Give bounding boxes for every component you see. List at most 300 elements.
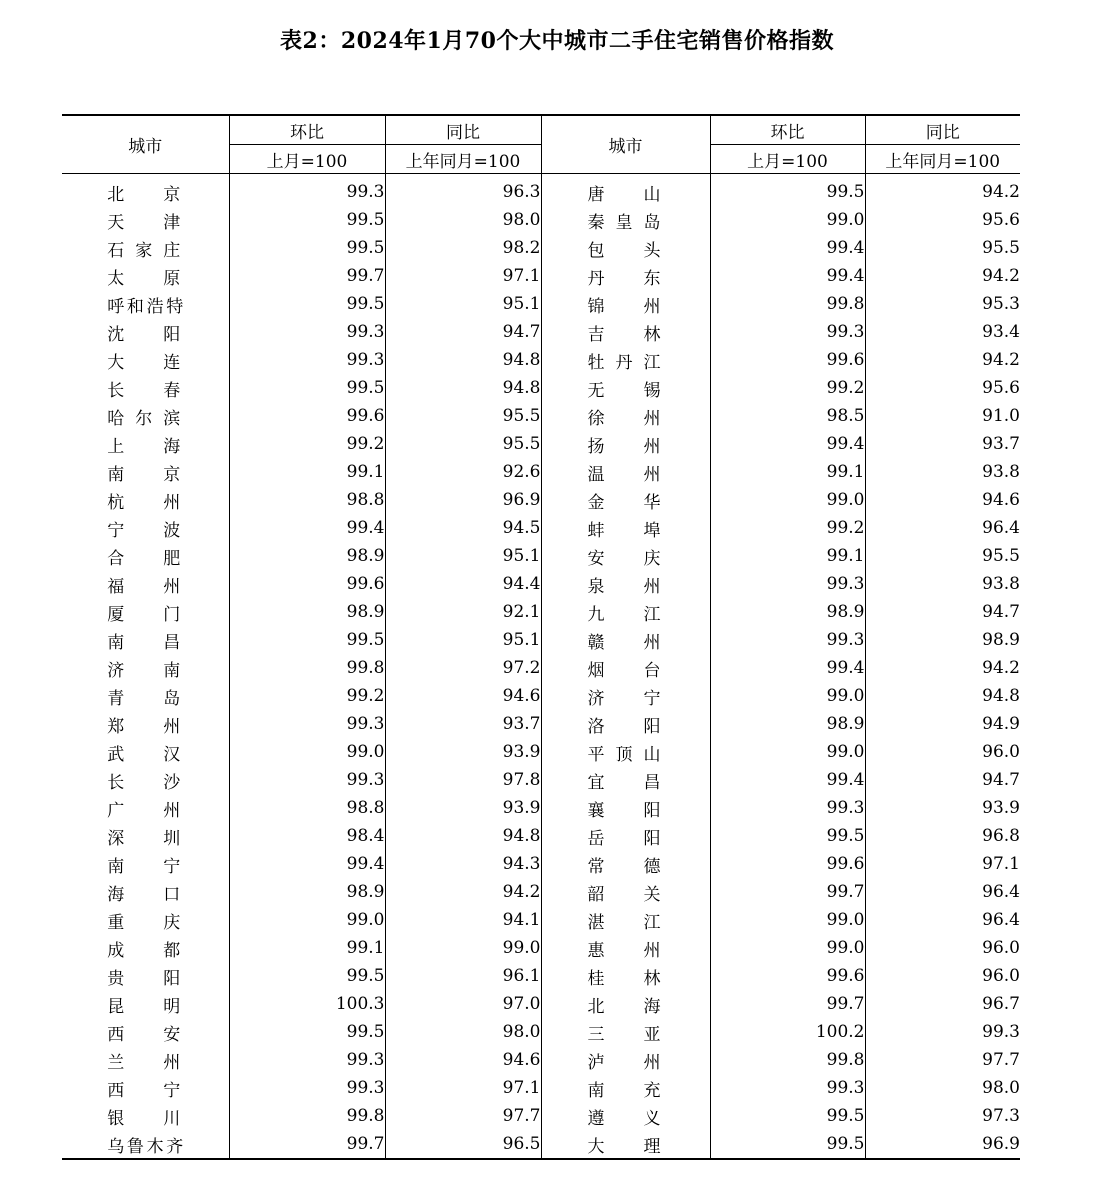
table-row (62, 934, 1020, 962)
city-name-right-cell (541, 654, 710, 682)
city-name-right-cell (541, 626, 710, 654)
city-name-right-cell (541, 738, 710, 766)
header-yoy-left: 同比 (385, 115, 541, 145)
mom-value-left: 99.7 (229, 262, 385, 290)
yoy-value-right: 99.3 (865, 1018, 1020, 1046)
yoy-value-left: 97.8 (385, 766, 541, 794)
mom-value-right: 99.4 (710, 654, 865, 682)
table-row (62, 570, 1020, 598)
city-name-left: 昆明 (107, 996, 184, 1017)
city-name-left-cell (62, 598, 229, 626)
city-name-left: 兰州 (107, 1052, 184, 1073)
city-name-right: 岳阳 (587, 828, 664, 849)
mom-value-left: 99.5 (229, 374, 385, 402)
mom-value-left: 99.4 (229, 850, 385, 878)
table-row (62, 1130, 1020, 1159)
city-name-left: 北京 (107, 184, 184, 205)
city-name-right-cell (541, 234, 710, 262)
table-row (62, 206, 1020, 234)
city-name-left: 福州 (107, 576, 184, 597)
city-name-left: 南昌 (107, 632, 184, 653)
yoy-value-left: 94.8 (385, 374, 541, 402)
yoy-value-right: 94.9 (865, 710, 1020, 738)
city-name-left-cell (62, 486, 229, 514)
city-name-right: 洛阳 (587, 716, 664, 737)
city-name-right: 安庆 (587, 548, 664, 569)
yoy-value-left: 96.9 (385, 486, 541, 514)
table-row (62, 990, 1020, 1018)
city-name-left-cell (62, 710, 229, 738)
city-name-left: 青岛 (107, 688, 184, 709)
mom-value-left: 99.3 (229, 766, 385, 794)
table-row (62, 1046, 1020, 1074)
mom-value-left: 99.0 (229, 738, 385, 766)
yoy-value-right: 94.2 (865, 346, 1020, 374)
city-name-right: 烟台 (587, 660, 664, 681)
table-row (62, 626, 1020, 654)
mom-value-right: 99.1 (710, 542, 865, 570)
yoy-value-left: 94.2 (385, 878, 541, 906)
mom-value-left: 99.2 (229, 430, 385, 458)
yoy-value-left: 94.5 (385, 514, 541, 542)
mom-value-left: 98.8 (229, 486, 385, 514)
city-name-left-cell (62, 1102, 229, 1130)
city-name-right-cell (541, 906, 710, 934)
mom-value-left: 99.5 (229, 962, 385, 990)
yoy-value-left: 95.1 (385, 290, 541, 318)
yoy-value-right: 96.8 (865, 822, 1020, 850)
city-name-left-cell (62, 542, 229, 570)
city-name-left-cell (62, 738, 229, 766)
city-name-left: 呼和浩特 (107, 296, 184, 317)
yoy-value-right: 96.4 (865, 514, 1020, 542)
city-name-left: 成都 (107, 940, 184, 961)
yoy-value-right: 98.9 (865, 626, 1020, 654)
city-name-right: 秦皇岛 (587, 212, 664, 233)
mom-value-right: 99.5 (710, 822, 865, 850)
city-name-left: 西安 (107, 1024, 184, 1045)
table-row (62, 738, 1020, 766)
city-name-right: 无锡 (587, 380, 664, 401)
city-name-right-cell (541, 346, 710, 374)
city-name-left: 乌鲁木齐 (107, 1136, 184, 1157)
city-name-right: 大理 (587, 1136, 664, 1157)
city-name-right-cell (541, 850, 710, 878)
yoy-value-right: 94.8 (865, 682, 1020, 710)
mom-value-left: 99.8 (229, 654, 385, 682)
city-name-left: 深圳 (107, 828, 184, 849)
mom-value-right: 99.5 (710, 174, 865, 207)
yoy-value-left: 97.1 (385, 262, 541, 290)
city-name-right-cell (541, 766, 710, 794)
table-row (62, 542, 1020, 570)
city-name-right-cell (541, 1130, 710, 1159)
city-name-left-cell (62, 878, 229, 906)
city-name-right: 蚌埠 (587, 520, 664, 541)
yoy-value-right: 93.9 (865, 794, 1020, 822)
table-row (62, 906, 1020, 934)
table-row (62, 402, 1020, 430)
mom-value-left: 99.3 (229, 174, 385, 207)
yoy-value-left: 95.1 (385, 626, 541, 654)
mom-value-right: 99.5 (710, 1102, 865, 1130)
mom-value-right: 99.7 (710, 990, 865, 1018)
yoy-value-right: 91.0 (865, 402, 1020, 430)
mom-value-left: 99.5 (229, 626, 385, 654)
city-name-left-cell (62, 234, 229, 262)
city-name-left: 哈尔滨 (107, 408, 184, 429)
mom-value-left: 98.9 (229, 542, 385, 570)
city-name-right: 泉州 (587, 576, 664, 597)
table-row (62, 290, 1020, 318)
yoy-value-left: 92.1 (385, 598, 541, 626)
city-name-right: 赣州 (587, 632, 664, 653)
yoy-value-right: 94.7 (865, 598, 1020, 626)
city-name-right: 湛江 (587, 912, 664, 933)
mom-value-right: 99.6 (710, 850, 865, 878)
yoy-value-right: 94.2 (865, 174, 1020, 207)
city-name-right-cell (541, 1074, 710, 1102)
yoy-value-left: 97.1 (385, 1074, 541, 1102)
yoy-value-left: 96.3 (385, 174, 541, 207)
city-name-right-cell (541, 290, 710, 318)
city-name-left-cell (62, 290, 229, 318)
mom-value-right: 99.5 (710, 1130, 865, 1159)
mom-value-right: 99.4 (710, 262, 865, 290)
header-mom-right: 环比 (710, 115, 865, 145)
city-name-left-cell (62, 934, 229, 962)
yoy-value-right: 95.6 (865, 206, 1020, 234)
yoy-value-right: 93.7 (865, 430, 1020, 458)
yoy-value-left: 97.7 (385, 1102, 541, 1130)
city-name-right-cell (541, 934, 710, 962)
city-name-left-cell (62, 570, 229, 598)
table-row (62, 430, 1020, 458)
city-name-left: 海口 (107, 884, 184, 905)
yoy-value-right: 94.7 (865, 766, 1020, 794)
mom-value-left: 99.5 (229, 1018, 385, 1046)
yoy-value-right: 93.4 (865, 318, 1020, 346)
city-name-left: 贵阳 (107, 968, 184, 989)
city-name-right: 惠州 (587, 940, 664, 961)
city-name-right: 平顶山 (587, 744, 664, 765)
mom-value-left: 99.7 (229, 1130, 385, 1159)
city-name-left-cell (62, 374, 229, 402)
mom-value-left: 99.0 (229, 906, 385, 934)
yoy-value-left: 93.9 (385, 794, 541, 822)
city-name-left: 武汉 (107, 744, 184, 765)
table-row (62, 234, 1020, 262)
yoy-value-right: 94.2 (865, 262, 1020, 290)
mom-value-right: 99.8 (710, 290, 865, 318)
header-city-left: 城市 (62, 115, 229, 174)
mom-value-right: 99.8 (710, 1046, 865, 1074)
city-name-left: 杭州 (107, 492, 184, 513)
table-row (62, 766, 1020, 794)
yoy-value-right: 95.5 (865, 542, 1020, 570)
yoy-value-right: 96.0 (865, 962, 1020, 990)
mom-value-right: 99.4 (710, 766, 865, 794)
yoy-value-left: 96.1 (385, 962, 541, 990)
header-mom-left: 环比 (229, 115, 385, 145)
city-name-right-cell (541, 682, 710, 710)
table-title: 表2：2024年1月70个大中城市二手住宅销售价格指数 (280, 28, 834, 54)
city-name-right: 北海 (587, 996, 664, 1017)
city-name-left: 太原 (107, 268, 184, 289)
city-name-right-cell (541, 318, 710, 346)
city-name-right: 常德 (587, 856, 664, 877)
city-name-right: 牡丹江 (587, 352, 664, 373)
city-name-right-cell (541, 1018, 710, 1046)
city-name-left-cell (62, 1130, 229, 1159)
mom-value-left: 98.9 (229, 598, 385, 626)
city-name-right: 吉林 (587, 324, 664, 345)
city-name-left-cell (62, 1074, 229, 1102)
city-name-left: 天津 (107, 212, 184, 233)
city-name-left-cell (62, 174, 229, 207)
table-row (62, 174, 1020, 207)
city-name-left-cell (62, 822, 229, 850)
mom-value-right: 98.5 (710, 402, 865, 430)
table-row (62, 822, 1020, 850)
mom-value-left: 99.5 (229, 206, 385, 234)
city-name-left: 沈阳 (107, 324, 184, 345)
city-name-left-cell (62, 262, 229, 290)
yoy-value-left: 94.6 (385, 1046, 541, 1074)
table-row (62, 318, 1020, 346)
mom-value-left: 99.5 (229, 234, 385, 262)
city-name-right-cell (541, 374, 710, 402)
city-name-right-cell (541, 458, 710, 486)
mom-value-left: 99.6 (229, 570, 385, 598)
city-name-right-cell (541, 1102, 710, 1130)
mom-value-right: 100.2 (710, 1018, 865, 1046)
city-name-right: 温州 (587, 464, 664, 485)
city-name-right-cell (541, 598, 710, 626)
yoy-value-left: 92.6 (385, 458, 541, 486)
mom-value-right: 99.0 (710, 738, 865, 766)
mom-value-left: 99.1 (229, 934, 385, 962)
mom-value-right: 99.6 (710, 962, 865, 990)
city-name-right-cell (541, 262, 710, 290)
city-name-right: 九江 (587, 604, 664, 625)
mom-value-left: 99.3 (229, 1046, 385, 1074)
city-name-right: 锦州 (587, 296, 664, 317)
mom-value-right: 99.0 (710, 906, 865, 934)
mom-value-left: 99.3 (229, 346, 385, 374)
city-name-left: 银川 (107, 1108, 184, 1129)
yoy-value-left: 97.2 (385, 654, 541, 682)
table-row (62, 878, 1020, 906)
mom-value-right: 99.3 (710, 626, 865, 654)
table-row (62, 458, 1020, 486)
city-name-right: 三亚 (587, 1024, 664, 1045)
city-name-left-cell (62, 514, 229, 542)
mom-value-right: 99.3 (710, 794, 865, 822)
city-name-right-cell (541, 710, 710, 738)
mom-value-right: 99.2 (710, 514, 865, 542)
city-name-left: 南京 (107, 464, 184, 485)
city-name-left-cell (62, 850, 229, 878)
mom-value-right: 99.0 (710, 206, 865, 234)
yoy-value-left: 94.8 (385, 822, 541, 850)
city-name-right: 金华 (587, 492, 664, 513)
mom-value-left: 99.3 (229, 710, 385, 738)
city-name-left-cell (62, 206, 229, 234)
table-row (62, 598, 1020, 626)
header-mom-base-right: 上月=100 (710, 145, 865, 174)
mom-value-right: 98.9 (710, 598, 865, 626)
yoy-value-left: 95.1 (385, 542, 541, 570)
header-yoy-right: 同比 (865, 115, 1020, 145)
city-name-right-cell (541, 514, 710, 542)
yoy-value-right: 96.4 (865, 878, 1020, 906)
table-row (62, 374, 1020, 402)
city-name-left: 西宁 (107, 1080, 184, 1101)
header-city-right: 城市 (541, 115, 710, 174)
yoy-value-right: 96.0 (865, 934, 1020, 962)
city-name-left-cell (62, 318, 229, 346)
table-row (62, 1102, 1020, 1130)
city-name-left-cell (62, 1018, 229, 1046)
yoy-value-right: 97.7 (865, 1046, 1020, 1074)
mom-value-right: 99.0 (710, 934, 865, 962)
mom-value-left: 98.4 (229, 822, 385, 850)
city-name-right-cell (541, 990, 710, 1018)
yoy-value-right: 97.1 (865, 850, 1020, 878)
city-name-left: 济南 (107, 660, 184, 681)
yoy-value-left: 95.5 (385, 402, 541, 430)
city-name-left-cell (62, 682, 229, 710)
yoy-value-left: 96.5 (385, 1130, 541, 1159)
mom-value-left: 99.3 (229, 318, 385, 346)
city-name-right: 泸州 (587, 1052, 664, 1073)
mom-value-left: 99.2 (229, 682, 385, 710)
city-name-left-cell (62, 990, 229, 1018)
city-name-right-cell (541, 206, 710, 234)
yoy-value-left: 94.3 (385, 850, 541, 878)
mom-value-left: 98.8 (229, 794, 385, 822)
mom-value-right: 99.6 (710, 346, 865, 374)
city-name-right: 南充 (587, 1080, 664, 1101)
city-name-left-cell (62, 962, 229, 990)
city-name-left-cell (62, 906, 229, 934)
city-name-right: 宜昌 (587, 772, 664, 793)
table-row (62, 962, 1020, 990)
yoy-value-right: 94.6 (865, 486, 1020, 514)
mom-value-right: 99.1 (710, 458, 865, 486)
city-name-right-cell (541, 430, 710, 458)
yoy-value-left: 94.1 (385, 906, 541, 934)
city-name-left: 长沙 (107, 772, 184, 793)
yoy-value-right: 96.4 (865, 906, 1020, 934)
city-name-left: 合肥 (107, 548, 184, 569)
yoy-value-right: 96.9 (865, 1130, 1020, 1159)
city-name-left-cell (62, 794, 229, 822)
yoy-value-right: 96.0 (865, 738, 1020, 766)
yoy-value-left: 94.7 (385, 318, 541, 346)
city-name-right-cell (541, 542, 710, 570)
yoy-value-left: 94.4 (385, 570, 541, 598)
city-name-left-cell (62, 458, 229, 486)
mom-value-right: 99.0 (710, 682, 865, 710)
city-name-right-cell (541, 402, 710, 430)
city-name-left: 郑州 (107, 716, 184, 737)
mom-value-left: 99.5 (229, 290, 385, 318)
yoy-value-left: 98.2 (385, 234, 541, 262)
city-name-right-cell (541, 174, 710, 207)
header-yoy-base-right: 上年同月=100 (865, 145, 1020, 174)
mom-value-right: 99.4 (710, 430, 865, 458)
yoy-value-right: 93.8 (865, 570, 1020, 598)
city-name-left: 重庆 (107, 912, 184, 933)
table-row (62, 682, 1020, 710)
city-name-right-cell (541, 570, 710, 598)
table-row (62, 794, 1020, 822)
table-row (62, 710, 1020, 738)
mom-value-left: 99.3 (229, 1074, 385, 1102)
table-row (62, 850, 1020, 878)
city-name-left-cell (62, 430, 229, 458)
city-name-right-cell (541, 822, 710, 850)
city-name-left-cell (62, 1046, 229, 1074)
city-name-left: 石家庄 (107, 240, 184, 261)
city-name-right: 唐山 (587, 184, 664, 205)
yoy-value-left: 93.9 (385, 738, 541, 766)
table-row (62, 654, 1020, 682)
city-name-right-cell (541, 794, 710, 822)
yoy-value-left: 97.0 (385, 990, 541, 1018)
mom-value-right: 99.3 (710, 1074, 865, 1102)
yoy-value-left: 94.6 (385, 682, 541, 710)
yoy-value-left: 93.7 (385, 710, 541, 738)
yoy-value-right: 98.0 (865, 1074, 1020, 1102)
mom-value-left: 98.9 (229, 878, 385, 906)
table-row (62, 1018, 1020, 1046)
table-row (62, 1074, 1020, 1102)
mom-value-right: 99.0 (710, 486, 865, 514)
city-name-left: 上海 (107, 436, 184, 457)
yoy-value-right: 96.7 (865, 990, 1020, 1018)
header-mom-base-left: 上月=100 (229, 145, 385, 174)
mom-value-right: 99.3 (710, 318, 865, 346)
price-index-table (62, 114, 1020, 1160)
city-name-left: 南宁 (107, 856, 184, 877)
table-row (62, 514, 1020, 542)
yoy-value-left: 94.8 (385, 346, 541, 374)
table-row (62, 262, 1020, 290)
yoy-value-right: 95.6 (865, 374, 1020, 402)
yoy-value-right: 97.3 (865, 1102, 1020, 1130)
yoy-value-right: 94.2 (865, 654, 1020, 682)
city-name-right: 包头 (587, 240, 664, 261)
city-name-right: 桂林 (587, 968, 664, 989)
city-name-left-cell (62, 626, 229, 654)
city-name-left-cell (62, 654, 229, 682)
city-name-left: 广州 (107, 800, 184, 821)
city-name-left-cell (62, 766, 229, 794)
yoy-value-left: 95.5 (385, 430, 541, 458)
header-yoy-base-left: 上年同月=100 (385, 145, 541, 174)
city-name-right: 扬州 (587, 436, 664, 457)
city-name-right: 遵义 (587, 1108, 664, 1129)
city-name-left: 大连 (107, 352, 184, 373)
mom-value-right: 99.4 (710, 234, 865, 262)
mom-value-right: 98.9 (710, 710, 865, 738)
mom-value-left: 100.3 (229, 990, 385, 1018)
city-name-left: 长春 (107, 380, 184, 401)
mom-value-left: 99.4 (229, 514, 385, 542)
